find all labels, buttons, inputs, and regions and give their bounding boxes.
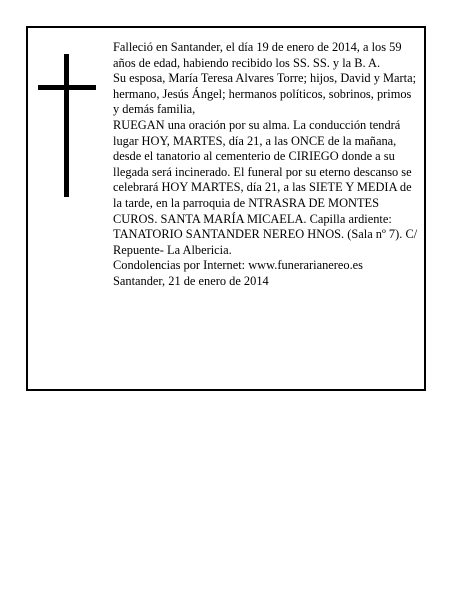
service-details: RUEGAN una oración por su alma. La conducción tendrá lugar HOY, MARTES, día 21, a las ONCE de la mañana, desde el tanatorio al cementerio de CIRIEGO donde a su llegada será incinerado. El funeral por su eterno descanso se celebrará HOY MARTES, día 21, a las SIETE Y MEDIA de la tarde, en la parroquia de NTRASRA DE MONTES CUROS. SANTA MARÍA MICAELA. Capilla ardiente: TANATORIO SANTANDER NEREO HNOS. (Sala nº 7). C/ Repuente- La Albericia.	[113, 117, 418, 257]
place-date-line: Santander, 21 de enero de 2014	[113, 273, 269, 288]
obituary-text	[113, 40, 419, 290]
online-condolences: Condolencias por Internet: www.funerarianereo.es	[113, 258, 364, 273]
family-list: Su esposa, María Teresa Alvares Torre; hijos, David y Marta; hermano, Jesús Ángel; hermanos políticos, sobrinos, primos y demás familia,	[113, 71, 417, 117]
death-announcement: Falleció en Santander, el día 19 de enero de 2014, a los 59 años de edad, habiendo recibido los SS. SS. y la B. A.	[113, 40, 402, 70]
